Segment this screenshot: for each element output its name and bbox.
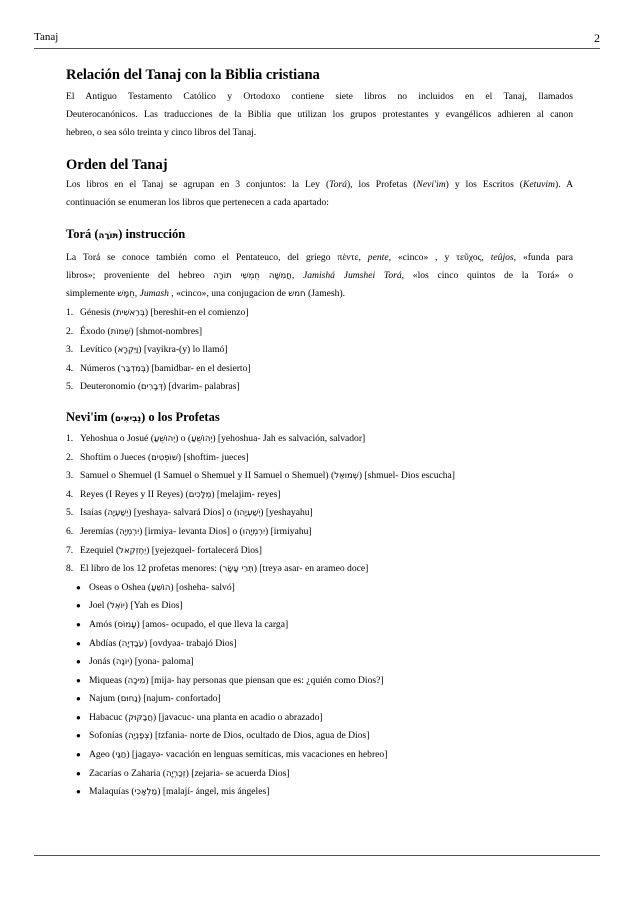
tora-line-3: simplemente חֻמָּשׁ, Jumash , «cinco», una conjugacion de חמש (Jamesh). [66,288,346,299]
relacion-line-1: El Antiguo Testamento Católico y Ortodoxo contiene siete libros no incluidos en el Tanaj, llamados [66,91,573,102]
tora-book-list [66,304,573,397]
header-rule [34,48,600,49]
list-item: 3. Levítico (וַיִּקְרָא) [vayikra-(y) lo llamó] [66,344,228,356]
list-item: 2. Shoftim o Jueces (שׁוֹפְטִים) [shoftim- jueces] [66,451,249,463]
bullet-icon: ● [76,638,81,648]
list-item: 2. Éxodo (שְׁמוֹת) [shmot-nombres] [66,325,203,337]
orden-line-1: Los libros en el Tanaj se agrupan en 3 conjuntos: la Ley (Torá), los Profetas (Nevi'im) y los Escritos (Ketuvim). A [66,179,574,190]
list-item: 4. Reyes (I Reyes y II Reyes) (מְלָכִים) [melajim- reyes] [66,488,281,500]
list-item: ● Oseas o Oshea (הוֹשֵׁעַ) [osheha- salvó] [76,579,573,598]
tora-line-1: La Torá se conoce también como el Pentateuco, del griego πέντε, pente, «cinco» , y τεῦχος, teûjos, «funda para [66,252,573,263]
bullet-icon: ● [76,619,81,629]
subsection-heading-neviim: Nevi'im (נְבִיאִים) o los Profetas [66,409,220,424]
neviim-book-list [66,430,573,579]
list-item: ● Abdías (עֹבַדְיָה) [ovdyəa- trabajó Dios] [76,635,573,654]
tora-line-2: libros»; proveniente del hebreo חֲמִשָּׁה חֻמְשֵׁי תוֹרָה, Jamishá Jumshei Torá, «los cinco quintos de la Torá» o [66,270,574,281]
list-item: ● Ageo (חַגַּי) [jagayə- vacación en lenguas semíticas, mis vacaciones en hebreo] [76,746,573,765]
list-item: 3. Samuel o Shemuel (I Samuel o Shemuel y II Samuel o Shemuel) (שְׁמוּאֵל) [shmuel- Dios escucha] [66,470,455,482]
section-heading-orden: Orden del Tanaj [66,157,168,173]
list-item: 1. Génesis (בְּרֵאשִׁית) [bereshit-en el comienzo] [66,307,249,318]
bullet-icon: ● [76,675,81,685]
bullet-icon: ● [76,750,81,760]
list-item: 7. Ezequiel (יְחֶזְקֵאל) [yejezquel- fortalecerá Dios] [66,544,262,556]
list-item: 5. Isaías (יְשַׁעְיָה) [yeshaya- salvará Dios] o (יְשַׁעְיָהוּ) [yeshayahu] [66,507,313,519]
bullet-icon: ● [76,582,81,592]
list-item: ● Zacarías o Zaharia (זְכַרְיָה) [zejaria- se acuerda Dios] [76,765,573,784]
list-item: 8. El libro de los 12 profetas menores: (תְּרֵי עָשָׂר) [treyə asar- en arameo doce] [66,563,369,575]
minor-prophets-list [66,579,573,802]
relacion-line-3: hebreo, o sea sólo treinta y cinco libros del Tanaj. [66,127,257,138]
relacion-line-2: Deuterocanónicos. Las traducciones de la Biblia que utilizan los grupos protestantes y evangélicos adhieren al canon [66,109,573,120]
list-item: 1. Yehoshua o Josué (יְהוֹשֻׁעַ) o (יְהוֹשֻׁעַ) [yehoshua- Jah es salvación, salvador] [66,432,366,444]
list-item: ● Jonás (יוֹנָה) [yona- paloma] [76,653,573,672]
list-item: ● Habacuc (חֲבַקּוּק) [javacuc- una planta en acadio o abrazado] [76,709,573,728]
list-item: ● Miqueas (מִיכָה) [mija- hay personas que piensan que es: ¿quién como Dios?] [76,672,573,691]
list-item: ● Malaquías (מַלְאָכִי) [malají- ángel, mis ángeles] [76,783,573,802]
bullet-icon: ● [76,657,81,667]
bullet-icon: ● [76,601,81,611]
bullet-icon: ● [76,787,81,797]
hebrew-tora: תּוֹרָה [98,231,119,241]
bullet-icon: ● [76,731,81,741]
footer-rule [34,855,600,856]
orden-line-2: continuación se enumeran los libros que pertenecen a cada apartado: [66,197,329,208]
hebrew-neviim: נְבִיאִים [114,413,142,424]
page-header [34,31,600,47]
bullet-icon: ● [76,712,81,722]
list-item: ● Sofonías (צְפַנְיָה) [tzfania- norte de Dios, ocultado de Dios, agua de Dios] [76,727,573,746]
list-item: 6. Jeremías (יִרְמְיָה) [irmiya- levanta Dios] o (יִרְמְיָהוּ) [irmiyahu] [66,525,312,537]
list-item: 4. Números (בְּמִדְבַּר) [bamidbar- en el desierto] [66,362,251,374]
list-item: ● Joel (יוֹאֵל) [Yah es Dios] [76,597,573,616]
running-title: Tanaj [34,31,59,43]
list-item: ● Amós (עָמוֹס) [amos- ocupado, el que lleva la carga] [76,616,573,635]
page-content [66,66,573,802]
bullet-icon: ● [76,768,81,778]
section-heading-relacion: Relación del Tanaj con la Biblia cristiana [66,67,320,83]
bullet-icon: ● [76,694,81,704]
list-item: ● Najum (נַחוּם) [najum- confortado] [76,690,573,709]
subsection-heading-tora: Torá (תּוֹרָה) instrucción [66,227,186,241]
page-number: 2 [594,31,600,45]
list-item: 5. Deuteronomio (דְּבָרִים) [dvarim- palabras] [66,381,240,393]
